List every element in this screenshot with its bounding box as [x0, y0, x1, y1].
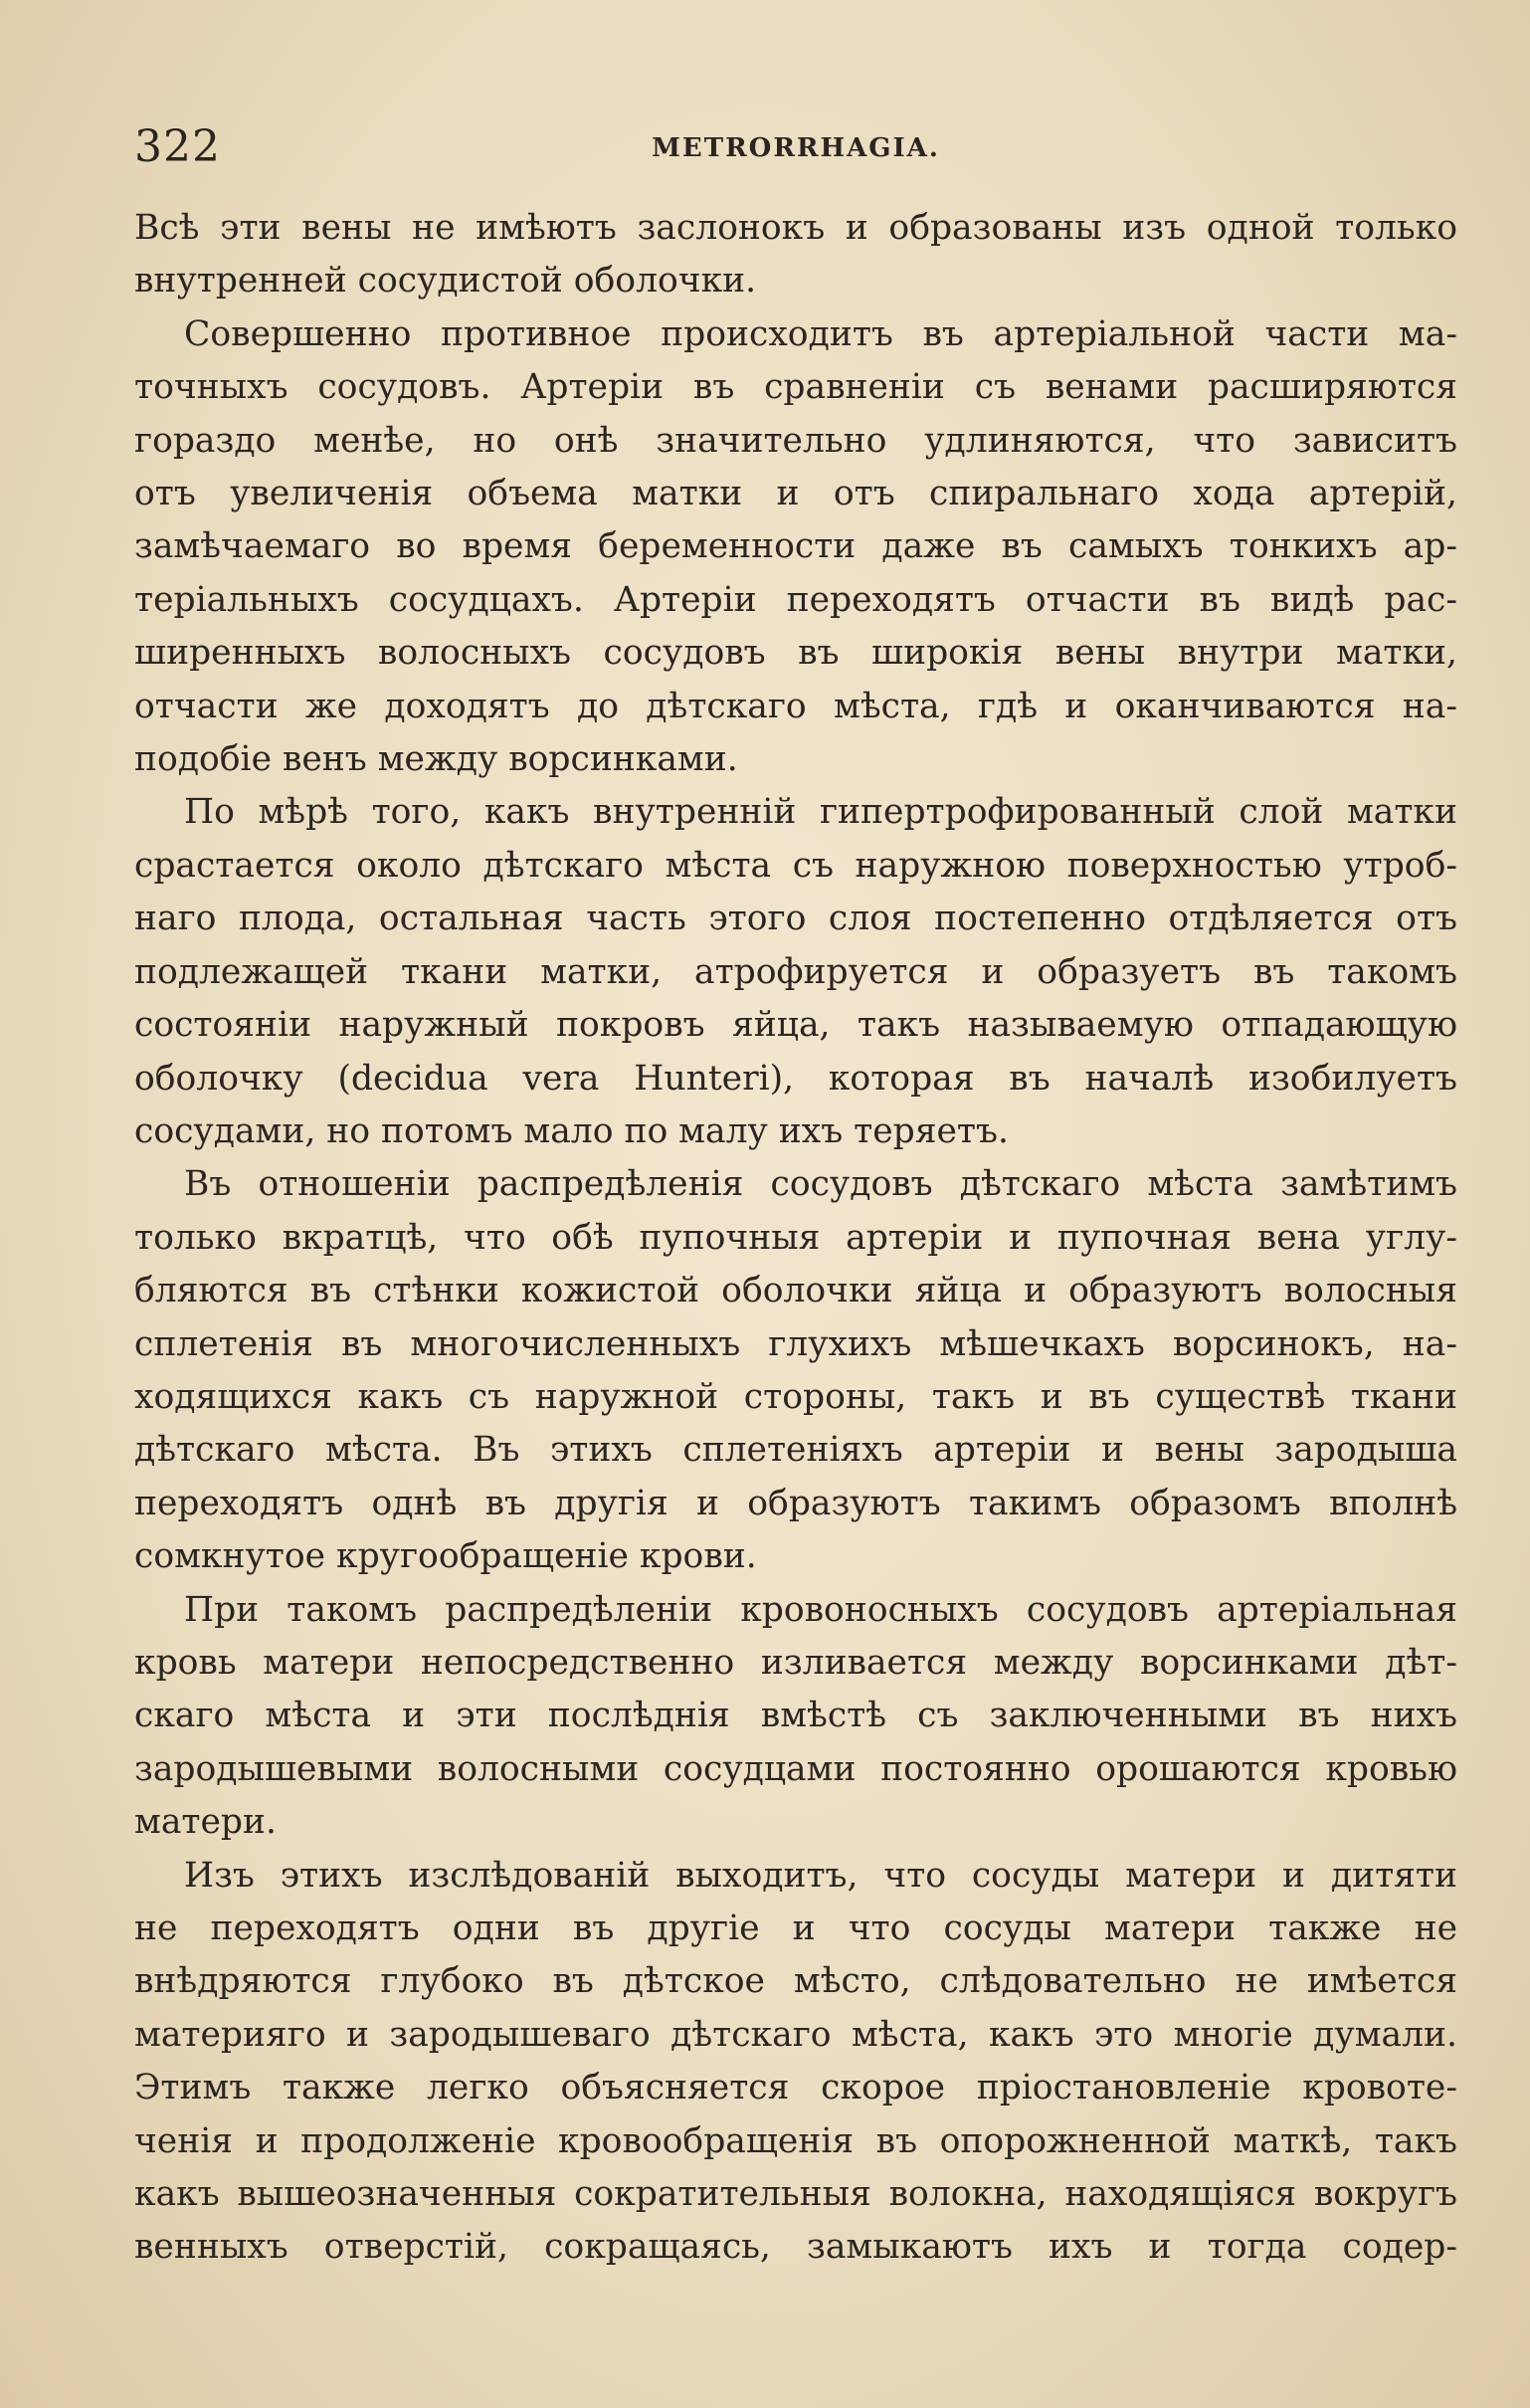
text-line: подобіе венъ между ворсинками. — [134, 739, 738, 780]
text-line: материяго и зародышеваго дѣтскаго мѣста, какъ это многіе думали. — [134, 2014, 1457, 2055]
text-line: сплетенія въ многочисленныхъ глухихъ мѣшечкахъ ворсинокъ, на- — [134, 1323, 1457, 1364]
text-line: бляются въ стѣнки кожистой оболочки яйца и образуютъ волосныя — [134, 1271, 1457, 1311]
page-header — [134, 121, 1457, 181]
text-line: кровь матери непосредственно изливается между ворсинками дѣт- — [134, 1642, 1457, 1683]
text-line: зародышевыми волосными сосудцами постоянно орошаются кровью — [134, 1748, 1457, 1789]
text-line: скаго мѣста и эти послѣднія вмѣстѣ съ заключенными въ нихъ — [134, 1696, 1457, 1736]
text-line: теріальныхъ сосудцахъ. Артеріи переходятъ отчасти въ видѣ рас- — [134, 579, 1457, 620]
text-line: сосудами, но потомъ мало по малу ихъ теряетъ. — [134, 1110, 1009, 1151]
text-line: только вкратцѣ, что обѣ пупочныя артеріи и пупочная вена углу- — [134, 1217, 1457, 1258]
text-line: внѣдряются глубоко въ дѣтское мѣсто, слѣдовательно не имѣется — [134, 1961, 1457, 2002]
text-line: замѣчаемаго во время беременности даже въ самыхъ тонкихъ ар- — [134, 526, 1457, 567]
paragraph — [134, 786, 1457, 1158]
text-line: наго плода, остальная часть этого слоя постепенно отдѣляется отъ — [134, 899, 1457, 939]
text-line: какъ вышеозначенныя сократительныя волокна, находящіяся вокругъ — [134, 2174, 1457, 2215]
text-line: ходящихся какъ съ наружной стороны, такъ и въ существѣ ткани — [134, 1376, 1457, 1417]
text-line: Изъ этихъ изслѣдованій выходитъ, что сосуды матери и дитяти — [184, 1855, 1457, 1896]
text-line: состояніи наружный покровъ яйца, такъ называемую отпадающую — [134, 1005, 1457, 1046]
text-line: Въ отношеніи распредѣленія сосудовъ дѣтскаго мѣста замѣтимъ — [184, 1164, 1457, 1205]
text-line: Совершенно противное происходитъ въ артеріальной части ма- — [184, 313, 1457, 354]
text-line: внутренней сосудистой оболочки. — [134, 261, 757, 301]
paragraph — [134, 1584, 1457, 1850]
text-line: срастается около дѣтскаго мѣста съ наружною поверхностью утроб- — [134, 845, 1457, 886]
text-line: При такомъ распредѣленіи кровоносныхъ сосудовъ артеріальная — [184, 1589, 1457, 1630]
text-line: гораздо менѣе, но онѣ значительно удлиняются, что зависитъ — [134, 420, 1457, 461]
text-line: переходятъ однѣ въ другія и образуютъ такимъ образомъ вполнѣ — [134, 1483, 1457, 1523]
text-line: Всѣ эти вены не имѣютъ заслонокъ и образованы изъ одной только — [134, 208, 1457, 248]
text-line: подлежащей ткани матки, атрофируется и образуетъ въ такомъ — [134, 951, 1457, 992]
text-line: матери. — [134, 1802, 277, 1843]
running-head: METRORRHAGIA. — [652, 133, 940, 163]
text-line: венныхъ отверстій, сокращаясь, замыкаютъ ихъ и тогда содер- — [134, 2227, 1457, 2268]
text-line: ченія и продолженіе кровообращенія въ опорожненной маткѣ, такъ — [134, 2120, 1457, 2161]
text-line: точныхъ сосудовъ. Артеріи въ сравненіи съ венами расширяются — [134, 367, 1457, 408]
text-line: Этимъ также легко объясняется скорое пріостановленіе кровоте- — [134, 2068, 1457, 2108]
text-line: оболочку (decidua vera Hunteri), которая въ началѣ изобилуетъ — [134, 1058, 1457, 1099]
text-line: ширенныхъ волосныхъ сосудовъ въ широкія вены внутри матки, — [134, 633, 1457, 674]
page-number: 322 — [134, 121, 221, 172]
body-text — [134, 202, 1457, 2275]
text-line: отъ увеличенія объема матки и отъ спиральнаго хода артерій, — [134, 474, 1457, 514]
text-line: отчасти же доходятъ до дѣтскаго мѣста, гдѣ и оканчиваются на- — [134, 686, 1457, 726]
paragraph — [134, 308, 1457, 787]
text-line: не переходятъ одни въ другіе и что сосуды матери также не — [134, 1908, 1457, 1948]
paragraph — [134, 1850, 1457, 2275]
paragraph — [134, 202, 1457, 308]
paragraph — [134, 1158, 1457, 1583]
text-line: сомкнутое кругообращеніе крови. — [134, 1536, 757, 1577]
text-line: По мѣрѣ того, какъ внутренній гипертрофированный слой матки — [184, 792, 1457, 833]
text-line: дѣтскаго мѣста. Въ этихъ сплетеніяхъ артеріи и вены зародыша — [134, 1430, 1457, 1471]
